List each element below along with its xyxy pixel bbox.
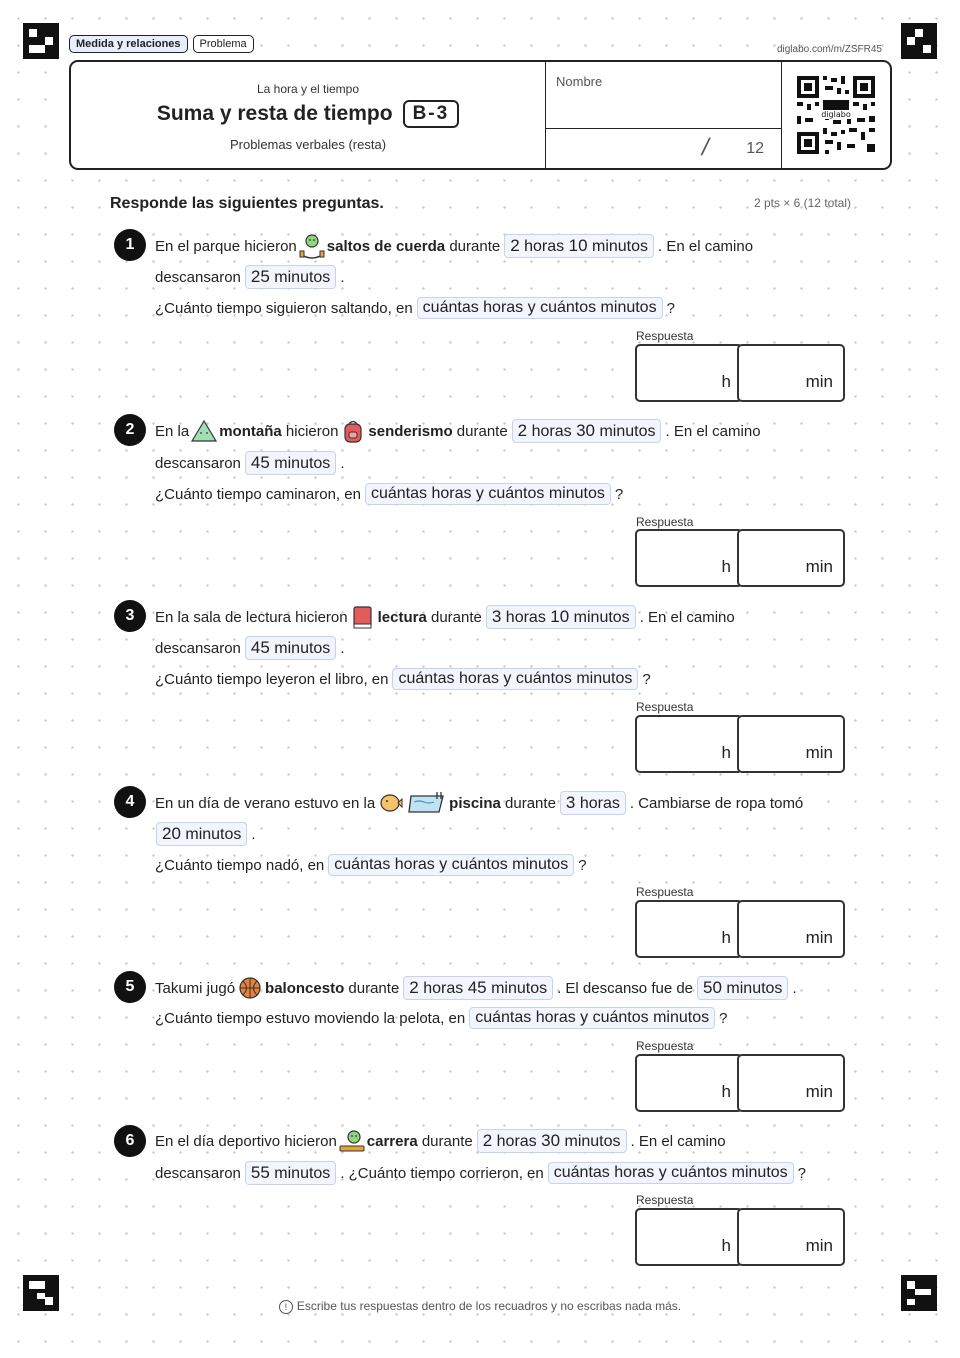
runner-icon [339,1128,365,1154]
time-highlight [245,1161,336,1185]
qr-area [781,62,891,168]
unit: minutos [591,238,649,255]
answer-box-hours[interactable] [635,900,743,958]
question-2-line-2 [155,451,344,475]
question-number: 5 [114,971,146,1003]
question-3-line-1 [155,604,735,630]
tag-type: Problema [193,35,254,53]
score-slash: / [699,134,712,161]
minutes-value: 55 [250,1163,270,1182]
answer-box-hours[interactable] [635,715,743,773]
instructions: Responde las siguientes preguntas. [110,195,384,212]
text: descansaron [155,639,241,657]
answer-box-hours[interactable] [635,1054,743,1112]
answer-label: Respuesta [636,1193,694,1207]
answer-box-hours[interactable] [635,344,743,402]
unit: minutos [274,455,331,472]
question-highlight: cuántas horas y cuántos minutos [469,1007,715,1029]
fish-icon [377,790,403,816]
time-highlight [403,976,553,1000]
unit: horas [423,980,464,997]
text: ¿Cuánto tiempo leyeron el libro, en [155,670,389,688]
text: . Cambiarse de ropa tomó [629,794,804,812]
activity-name: lectura [377,608,427,626]
text: durante [505,794,556,812]
text: Takumi jugó [155,979,236,997]
question-highlight: cuántas horas y cuántos minutos [548,1162,794,1184]
warning-icon: ! [279,1300,293,1314]
text: ¿Cuánto tiempo nadó, en [155,856,325,874]
activity-name: baloncesto [265,979,345,997]
answer-box-minutes[interactable] [737,900,845,958]
text: . En el camino [639,608,735,626]
basketball-icon [237,975,263,1001]
text: . [251,825,256,843]
text: durante [348,979,400,997]
question-4-line-2 [152,822,256,846]
text: ¿Cuánto tiempo siguieron saltando, en [155,299,413,317]
question-number: 3 [114,600,146,632]
corner-marker-top-left [23,23,59,59]
unit: minutos [274,640,331,657]
minutes-value: 45 [250,638,270,657]
question-4-line-3 [155,854,587,876]
question-2-line-1 [155,418,761,444]
text: En la [155,422,190,440]
text: ? [614,485,624,503]
question-3-line-2 [155,636,344,660]
unit: horas [524,238,565,255]
title-row [71,100,545,128]
text: . En el camino [658,237,754,255]
text: ? [578,856,587,874]
score-total: 12 [746,140,764,157]
worksheet-subtitle: La hora y el tiempo [256,82,360,96]
question-highlight: cuántas horas y cuántos minutos [417,297,663,319]
unit: horas [505,609,546,626]
time-highlight [697,976,788,1000]
unit-label: min [805,1082,833,1101]
unit-label: h [721,1236,731,1255]
minutes-value: 10 [550,607,570,626]
text: . ¿Cuánto tiempo corrieron, en [340,1164,544,1182]
text: . [340,639,345,657]
unit: minutos [185,826,242,843]
answer-label: Respuesta [636,700,694,714]
minutes-value: 45 [250,453,270,472]
activity-name: senderismo [368,422,453,440]
qr-code-icon [795,74,877,156]
activity-name: carrera [366,1132,418,1150]
text: durante [456,422,508,440]
answer-label: Respuesta [636,515,694,529]
question-1-line-2 [155,265,344,289]
time-highlight [512,419,662,443]
hours-value: 3 [491,607,502,626]
text: En la sala de lectura hicieron [155,608,348,626]
text: hicieron [285,422,339,440]
unit-label: h [721,1082,731,1101]
answer-box-minutes[interactable] [737,1054,845,1112]
text: ? [719,1009,728,1027]
minutes-value: 30 [576,421,595,440]
worksheet-title: Suma y resta de tiempo [156,102,393,125]
minutes-value: 25 [250,267,270,286]
unit: minutos [564,1133,621,1150]
unit: horas [579,795,620,812]
question-highlight: cuántas horas y cuántos minutos [328,854,574,876]
answer-box-minutes[interactable] [737,715,845,773]
jump-rope-icon [299,233,325,259]
worksheet-kind: Problemas verbales (resta) [229,137,387,152]
text: . [340,454,345,472]
question-1-line-3 [155,297,675,319]
question-6-line-2 [155,1161,806,1185]
text: ? [666,299,675,317]
tag-category: Medida y relaciones [69,35,188,53]
question-2-line-3 [155,483,623,505]
book-icon [350,604,376,630]
answer-box-minutes[interactable] [737,529,845,587]
time-highlight [504,234,654,258]
divider [546,128,782,129]
text: En un día de verano estuvo en la [155,794,376,812]
time-highlight [156,822,247,846]
text: ? [642,670,651,688]
unit: horas [531,423,572,440]
text: . [792,979,797,997]
time-highlight [245,265,336,289]
hours-value: 2 [510,236,520,255]
name-label: Nombre [556,74,603,89]
unit-label: min [805,372,833,391]
hours-value: 3 [565,793,576,812]
unit-label: h [721,743,731,762]
answer-box-minutes[interactable] [737,1208,845,1266]
title-block [71,62,545,168]
hours-value: 2 [517,421,528,440]
answer-label: Respuesta [636,329,694,343]
question-4-line-1 [155,790,803,816]
time-highlight [245,636,336,660]
question-1-line-1 [155,233,753,259]
unit-label: min [805,743,833,762]
unit-label: min [805,557,833,576]
place-name: piscina [449,794,501,812]
question-highlight: cuántas horas y cuántos minutos [392,668,638,690]
minutes-value: 50 [703,978,722,997]
text: descansaron [155,268,241,286]
text: . En el camino [630,1132,726,1150]
name-area[interactable] [545,62,782,168]
worksheet-url: diglabo.com/m/ZSFR45 [776,44,882,55]
category-tags [69,35,254,53]
unit-label: h [721,928,731,947]
backpack-icon [340,418,366,444]
worksheet-header [69,60,892,170]
place-name: montaña [219,422,282,440]
unit: minutos [274,269,331,286]
unit-label: min [805,1236,833,1255]
minutes-value: 10 [568,236,588,255]
minutes-value: 20 [162,824,181,843]
text: En el día deportivo hicieron [155,1132,337,1150]
text: ¿Cuánto tiempo caminaron, en [155,485,361,503]
text: En el parque hicieron [155,237,297,255]
unit: minutos [274,1165,331,1182]
footer-note [0,1299,960,1314]
level-badge: B-3 [403,100,460,128]
text: . El descanso fue de [557,979,694,997]
answer-label: Respuesta [636,1039,694,1053]
question-number: 4 [114,786,146,818]
text: ? [797,1164,806,1182]
activity-name: saltos de cuerda [326,237,446,255]
text: durante [449,237,501,255]
answer-box-minutes[interactable] [737,344,845,402]
question-highlight: cuántas horas y cuántos minutos [365,483,611,505]
question-number: 1 [114,229,146,261]
question-6-line-1 [155,1128,726,1154]
text: durante [421,1132,473,1150]
pool-icon [407,790,447,816]
question-number: 6 [114,1125,146,1157]
unit: horas [496,1133,537,1150]
corner-marker-top-right [901,23,937,59]
text: ¿Cuánto tiempo estuvo moviendo la pelota, en [155,1009,466,1027]
question-number: 2 [114,414,146,446]
answer-label: Respuesta [636,885,694,899]
time-highlight [245,451,336,475]
mountain-icon [191,418,217,444]
footer-text: Escribe tus respuestas dentro de los recuadros y no escribas nada más. [296,1299,682,1313]
question-5-line-2 [155,1007,727,1029]
question-5-line-1 [155,975,797,1001]
text: descansaron [155,1164,241,1182]
hours-value: 2 [409,978,419,997]
unit: minutos [491,980,548,997]
unit: minutos [599,423,656,440]
minutes-value: 30 [541,1131,561,1150]
time-highlight [486,605,636,629]
minutes-value: 45 [467,978,487,997]
time-highlight [560,791,626,815]
unit: minutos [573,609,630,626]
text: . En el camino [665,422,761,440]
time-highlight [477,1129,627,1153]
unit-label: h [721,372,731,391]
answer-box-hours[interactable] [635,1208,743,1266]
answer-box-hours[interactable] [635,529,743,587]
hours-value: 2 [482,1131,493,1150]
unit-label: min [805,928,833,947]
text: descansaron [155,454,241,472]
qr-code-label: diglabo [821,110,851,119]
text: . [340,268,345,286]
points-info: 2 pts × 6 (12 total) [753,196,851,210]
question-3-line-3 [155,668,651,690]
unit-label: h [721,557,731,576]
text: durante [431,608,482,626]
unit: minutos [726,980,783,997]
